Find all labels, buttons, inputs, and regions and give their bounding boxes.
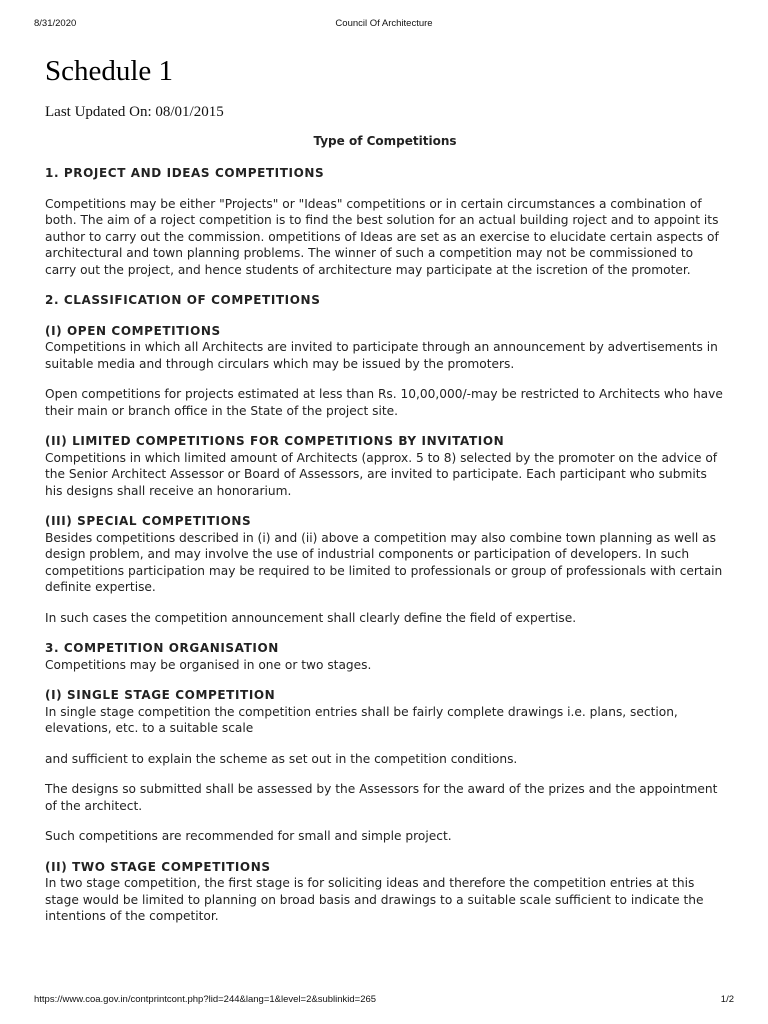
heading-special-competitions: (III) SPECIAL COMPETITIONS (45, 514, 252, 528)
print-site-title: Council Of Architecture (335, 18, 433, 29)
heading-limited-competitions: (II) LIMITED COMPETITIONS FOR COMPETITIONS BY INVITATION (45, 434, 505, 448)
paragraph-single-4: Such competitions are recommended for small and simple project. (45, 829, 452, 843)
print-header (34, 18, 734, 30)
heading-open-competitions: (I) OPEN COMPETITIONS (45, 323, 221, 338)
heading-classification: 2. CLASSIFICATION OF COMPETITIONS (45, 293, 321, 307)
page-number: 1/2 (720, 994, 734, 1005)
heading-competition-organisation: 3. COMPETITION ORGANISATION (45, 641, 279, 655)
print-footer (34, 994, 734, 1006)
paragraph-limited-1: Competitions in which limited amount of Architects (approx. 5 to 8) selected by the promoter on the advice of the Senior Architect Assessor or Board of Assessors, are invited to participate. Each participant who submits his designs shall receive an honorarium. (45, 450, 718, 498)
paragraph-open-2: Open competitions for projects estimated at less than Rs. 10,00,000/-may be restricted to Architects who have their main or branch office in the State of the project site. (45, 387, 723, 418)
page-title: Schedule 1 (45, 55, 174, 87)
section-subtitle: Type of Competitions (313, 134, 457, 148)
print-url: https://www.coa.gov.in/contprintcont.php?lid=244&lang=1&level=2&sublinkid=265 (34, 994, 377, 1005)
last-updated: Last Updated On: 08/01/2015 (45, 104, 224, 120)
paragraph-single-3: The designs so submitted shall be assessed by the Assessors for the award of the prizes and the appointment of the architect. (45, 782, 718, 813)
document-body (45, 54, 725, 925)
paragraph-special-2: In such cases the competition announcement shall clearly define the field of expertise. (45, 610, 577, 625)
paragraph-open-1: Competitions in which all Architects are invited to participate through an announcement by advertisements in suitable media and through circulars which may be issued by the promoters. (45, 340, 718, 371)
paragraph-single-2: and sufficient to explain the scheme as set out in the competition conditions. (45, 751, 518, 766)
paragraph-special-1: Besides competitions described in (i) and (ii) above a competition may also combine town planning as well as design problem, and may involve the use of industrial components or participation of developers. In such competitions participation may be required to be limited to professionals or group of professionals with certain definite expertise. (45, 530, 723, 594)
print-date: 8/31/2020 (34, 18, 77, 29)
paragraph-organisation-1: Competitions may be organised in one or two stages. (45, 657, 372, 672)
heading-project-ideas: 1. PROJECT AND IDEAS COMPETITIONS (45, 166, 325, 180)
heading-single-stage: (I) SINGLE STAGE COMPETITION (45, 688, 276, 702)
heading-two-stage: (II) TWO STAGE COMPETITIONS (45, 859, 271, 874)
paragraph-project-ideas: Competitions may be either "Projects" or "Ideas" competitions or in certain circumstances a combination of both. The aim of a roject competition is to find the best solution for an actual building roject and to appoint its author to carry out the commission. ompetitions of Ideas are set as an exercise to elucidate certain aspects of architectural and town planning problems. The winner of such a competition may not be commissioned to carry out the project, and hence students of architecture may participate at the iscretion of the promoter. (45, 196, 719, 277)
paragraph-single-1: In single stage competition the competition entries shall be fairly complete drawings i.e. plans, section, elevations, etc. to a suitable scale (45, 704, 678, 735)
paragraph-two-stage-1: In two stage competition, the first stage is for soliciting ideas and therefore the competition entries at this stage would be limited to planning on broad basis and drawings to a suitable scale sufficient to indicate the intentions of the competitor. (45, 876, 704, 923)
